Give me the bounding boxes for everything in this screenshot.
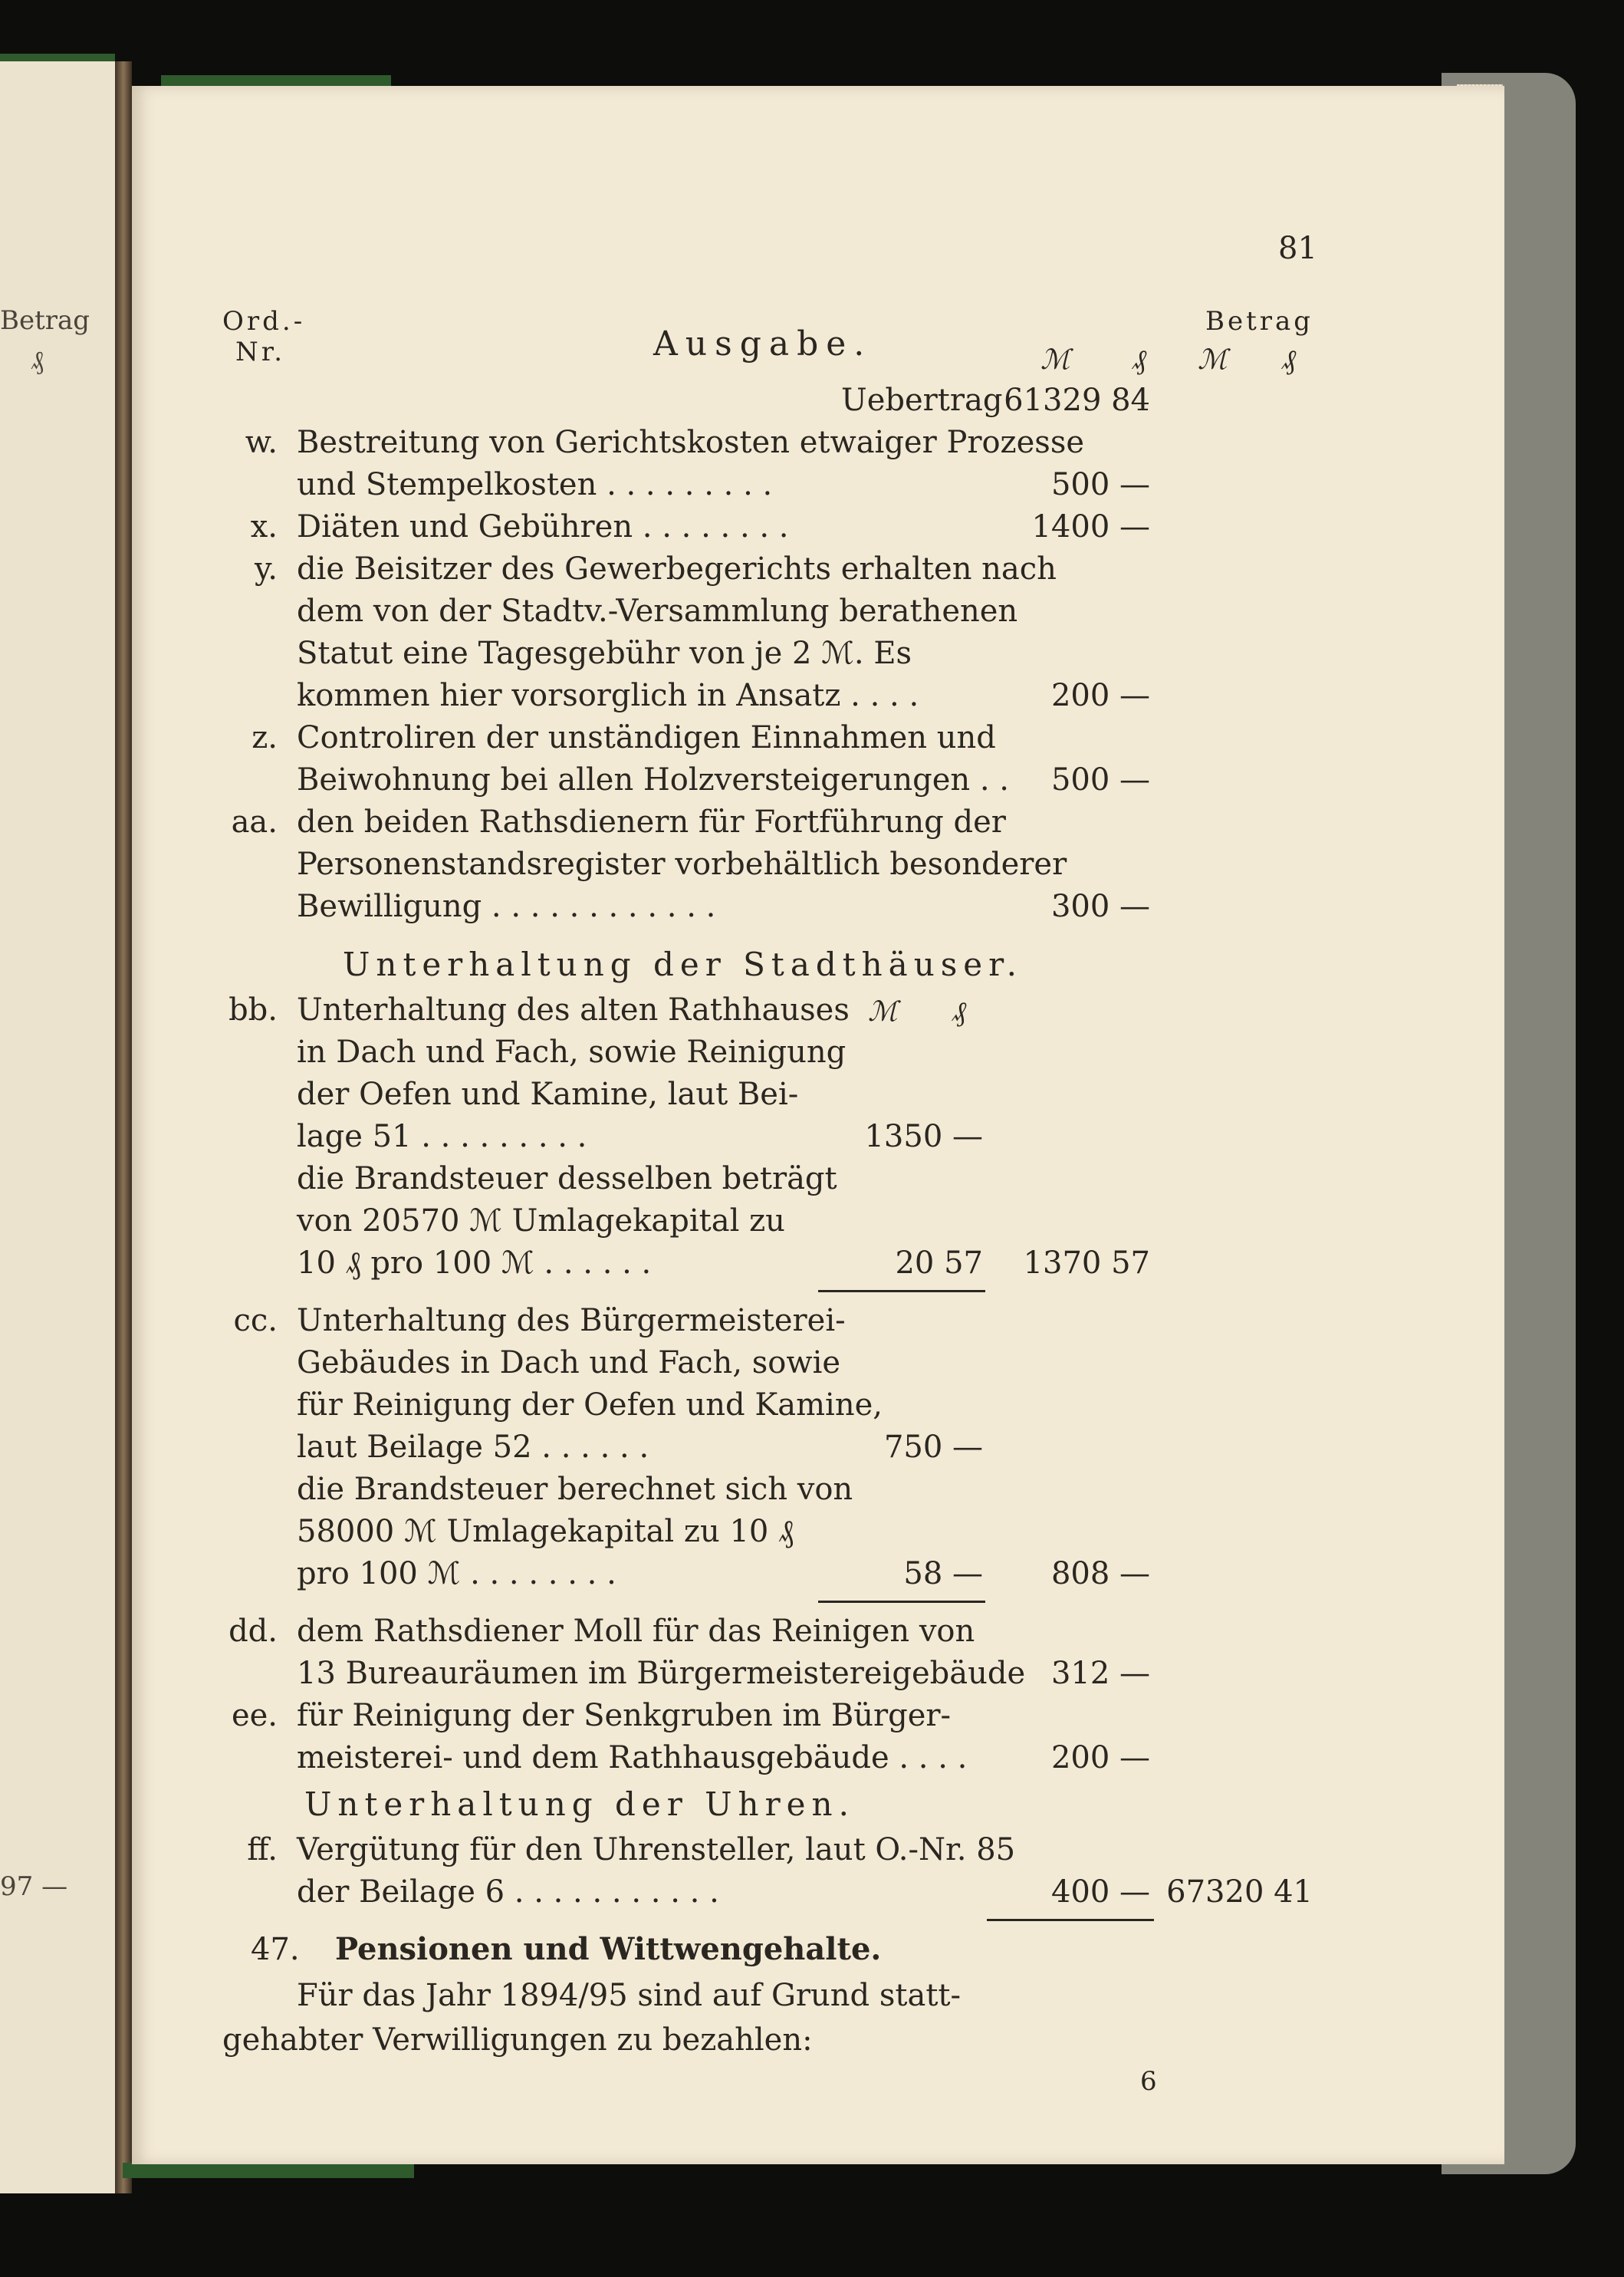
entry-line: Unterhaltung des Bürgermeisterei- (297, 1303, 846, 1338)
entry-line: der Oefen und Kamine, laut Bei- (297, 1077, 799, 1112)
section-heading: Unterhaltung der Stadthäuser. (343, 946, 1023, 983)
entry-line: Controliren der unständigen Einnahmen und (297, 720, 996, 755)
entry-line: lage 51 . . . . . . . . . (297, 1119, 587, 1154)
entry-line: Statut eine Tagesgebühr von je 2 ℳ. Es (297, 636, 912, 671)
entry-amount: 500 — (1050, 467, 1150, 502)
entry-line: Bewilligung . . . . . . . . . . . . (297, 889, 716, 924)
entry-line: dem von der Stadtv.-Versammlung berathenen (297, 594, 1018, 629)
entry-line: die Brandsteuer berechnet sich von (297, 1472, 853, 1507)
subtotal-amount: 750 — (883, 1430, 983, 1465)
entry-amount: 400 — (1050, 1874, 1150, 1910)
entry-line: Diäten und Gebühren . . . . . . . . (297, 509, 789, 545)
entry-line: die Beisitzer des Gewerbegerichts erhalten nach (297, 551, 1057, 587)
entry-line: 10 ₰ pro 100 ℳ . . . . . . (297, 1245, 652, 1281)
section-title: Pensionen und Wittwengehalte. (335, 1931, 882, 1967)
pfennig-subheader: ₰ (952, 996, 966, 1028)
entry-amount: 1400 — (1031, 509, 1150, 545)
ord-nr-header: Nr. (235, 337, 286, 367)
page-title: Ausgabe. (653, 324, 873, 364)
entry-label: ee. (231, 1698, 278, 1733)
entry-line: Personenstandsregister vorbehältlich besonderer (297, 847, 1067, 882)
entry-line: dem Rathsdiener Moll für das Reinigen von (297, 1614, 975, 1649)
subtotal-amount: 58 — (903, 1556, 983, 1591)
mark-header: ℳ (1198, 344, 1228, 376)
grand-total: 67320 41 (1166, 1874, 1313, 1910)
carryover-label: Uebertrag (841, 383, 1003, 418)
entry-label: aa. (231, 805, 278, 840)
entry-line: 13 Bureauräumen im Bürgermeistereigebäude (297, 1656, 1026, 1691)
subtotal-amount: 1350 — (864, 1119, 983, 1154)
entry-amount: 312 — (1050, 1656, 1150, 1691)
entry-line: Bestreitung von Gerichtskosten etwaiger Prozesse (297, 425, 1085, 460)
entry-label: w. (245, 425, 278, 460)
page-number: 81 (1278, 231, 1317, 266)
entry-line: der Beilage 6 . . . . . . . . . . . (297, 1874, 719, 1910)
entry-label: x. (250, 509, 278, 545)
sum-rule (818, 1290, 985, 1292)
left-amount: 97 — (0, 1871, 68, 1902)
pfennig-header: ₰ (1282, 344, 1296, 376)
entry-line: in Dach und Fach, sowie Reinigung (297, 1035, 847, 1070)
closing-line: Für das Jahr 1894/95 sind auf Grund statt- (297, 1978, 961, 2013)
entry-line: von 20570 ℳ Umlagekapital zu (297, 1203, 785, 1239)
entry-line: 58000 ℳ Umlagekapital zu 10 ₰ (297, 1514, 794, 1549)
entry-line: Vergütung für den Uhrensteller, laut O.-Nr. 85 (297, 1832, 1016, 1867)
entry-label: ff. (247, 1832, 278, 1867)
entry-line: kommen hier vorsorglich in Ansatz . . . . (297, 678, 919, 713)
entry-amount: 1370 57 (1023, 1245, 1150, 1281)
book-gutter (115, 61, 132, 2193)
entry-line: pro 100 ℳ . . . . . . . . (297, 1556, 616, 1591)
mark-header: ℳ (1040, 344, 1070, 376)
entry-line: Beiwohnung bei allen Holzversteigerungen . . (297, 762, 1010, 798)
entry-line: und Stempelkosten . . . . . . . . . (297, 467, 773, 502)
entry-amount: 500 — (1050, 762, 1150, 798)
section-heading: Unterhaltung der Uhren. (304, 1785, 855, 1823)
entry-label: z. (251, 720, 278, 755)
carryover-amount: 61329 84 (1004, 383, 1150, 418)
entry-line: für Reinigung der Senkgruben im Bürger- (297, 1698, 952, 1733)
entry-line: den beiden Rathsdienern für Fortführung der (297, 805, 1006, 840)
entry-line: Unterhaltung des alten Rathhauses (297, 992, 850, 1028)
sum-rule (818, 1601, 985, 1603)
section-number: 47. (251, 1932, 300, 1967)
betrag-header: Betrag (1205, 306, 1314, 337)
entry-amount: 808 — (1050, 1556, 1150, 1591)
entry-line: Gebäudes in Dach und Fach, sowie (297, 1345, 841, 1380)
pfennig-header: ₰ (1133, 344, 1146, 376)
subtotal-amount: 20 57 (895, 1245, 983, 1281)
entry-amount: 200 — (1050, 678, 1150, 713)
left-currency: ₰ (31, 345, 44, 376)
entry-label: y. (255, 551, 278, 587)
entry-amount: 300 — (1050, 889, 1150, 924)
entry-line: die Brandsteuer desselben beträgt (297, 1161, 837, 1196)
entry-line: meisterei- und dem Rathhausgebäude . . . . (297, 1740, 968, 1775)
right-page (132, 86, 1504, 2164)
entry-amount: 200 — (1050, 1740, 1150, 1775)
entry-line: für Reinigung der Oefen und Kamine, (297, 1387, 883, 1423)
entry-label: cc. (233, 1303, 278, 1338)
sum-rule (987, 1919, 1154, 1921)
cover-band (123, 2163, 414, 2178)
entry-line: laut Beilage 52 . . . . . . (297, 1430, 649, 1465)
signature-mark: 6 (1140, 2066, 1157, 2097)
left-betrag: Betrag (0, 305, 90, 336)
ord-nr-header: Ord.- (222, 306, 306, 337)
left-page (0, 61, 117, 2193)
entry-label: bb. (228, 992, 278, 1028)
mark-subheader: ℳ (868, 996, 898, 1028)
entry-label: dd. (228, 1614, 278, 1649)
closing-line: gehabter Verwilligungen zu bezahlen: (222, 2022, 813, 2058)
